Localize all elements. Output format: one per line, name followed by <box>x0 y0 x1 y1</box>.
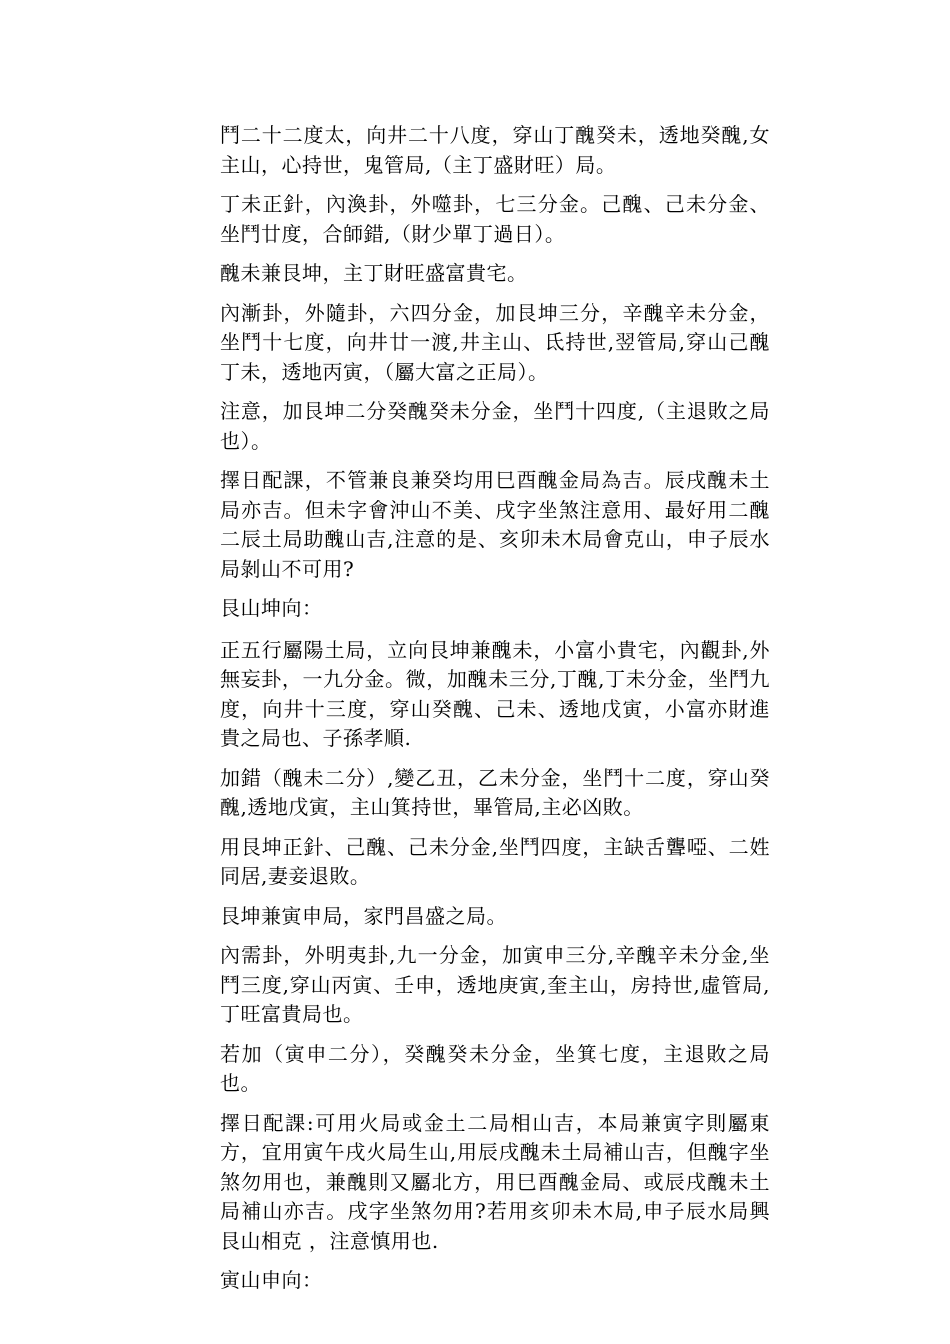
paragraph-4: 內漸卦，外隨卦，六四分金，加艮坤三分，辛醜辛未分金，坐鬥十七度，向井廿一渡,井主山、氐持世,翌管局,穿山己醜丁未，透地丙寅，（屬大富之正局）。 <box>220 300 770 384</box>
paragraph-8: 正五行屬陽土局，立向艮坤兼醜未，小富小貴宅，內觀卦,外無妄卦，一九分金。微，加醜未三分,丁醜,丁未分金，坐鬥九度，向井十三度，穿山癸醜、己未、透地戊寅，小富亦財進貴之局也、子孫孝順. <box>220 637 770 750</box>
paragraph-11: 艮坤兼寅申局，家門昌盛之局。 <box>220 903 507 928</box>
paragraph-10: 用艮坤正針、己醜、己未分金,坐鬥四度，主缺舌聾啞、二姓同居,妻妾退敗。 <box>220 834 770 888</box>
paragraph-6: 擇日配課，不管兼良兼癸均用巳酉醜金局為吉。辰戌醜未土局亦吉。但未字會沖山不美、戌字坐煞注意用、最好用二醜二辰土局助醜山吉,注意的是、亥卯未木局會克山，申子辰水局剝山不可用? <box>220 468 770 581</box>
paragraph-3: 醜未兼艮坤，主丁財旺盛富貴宅。 <box>220 261 528 285</box>
document-body <box>220 121 770 1308</box>
paragraph-9: 加錯（醜未二分）,變乙丑，乙未分金，坐鬥十二度，穿山癸醜,透地戊寅，主山箕持世，畢管局,主必凶敗。 <box>220 765 770 819</box>
paragraph-1: 鬥二十二度太，向井二十八度，穿山丁醜癸未，透地癸醜,女主山，心持世，鬼管局,（主丁盛財旺）局。 <box>220 123 770 177</box>
section-heading-yin-mountain: 寅山申向： <box>220 1268 323 1292</box>
paragraph-12: 內需卦，外明夷卦,九一分金，加寅申三分,辛醜辛未分金,坐鬥三度,穿山丙寅、壬申，透地庚寅,奎主山，房持世,虛管局,丁旺富貴局也。 <box>220 943 770 1026</box>
paragraph-13: 若加（寅申二分），癸醜癸未分金，坐箕七度，主退敗之局也。 <box>220 1041 770 1095</box>
section-heading-gen-mountain: 艮山坤向： <box>220 596 323 620</box>
paragraph-14: 擇日配課:可用火局或金土二局相山吉，本局兼寅字則屬東方，宜用寅午戌火局生山,用辰戌醜未土局補山吉，但醜字坐煞勿用也，兼醜則又屬北方，用巳酉醜金局、或辰戌醜未土局補山亦吉。戌字坐煞勿用?若用亥卯未木局,申子辰水局興艮山相克 ，注意慎用也. <box>220 1110 770 1253</box>
paragraph-5: 注意，加艮坤二分癸醜癸未分金，坐鬥十四度,（主退敗之局也）。 <box>220 399 770 453</box>
paragraph-2: 丁未正針，內渙卦，外噬卦，七三分金。己醜、己未分金、坐鬥廿度，合師錯,（財少單丁過日）。 <box>220 192 770 246</box>
